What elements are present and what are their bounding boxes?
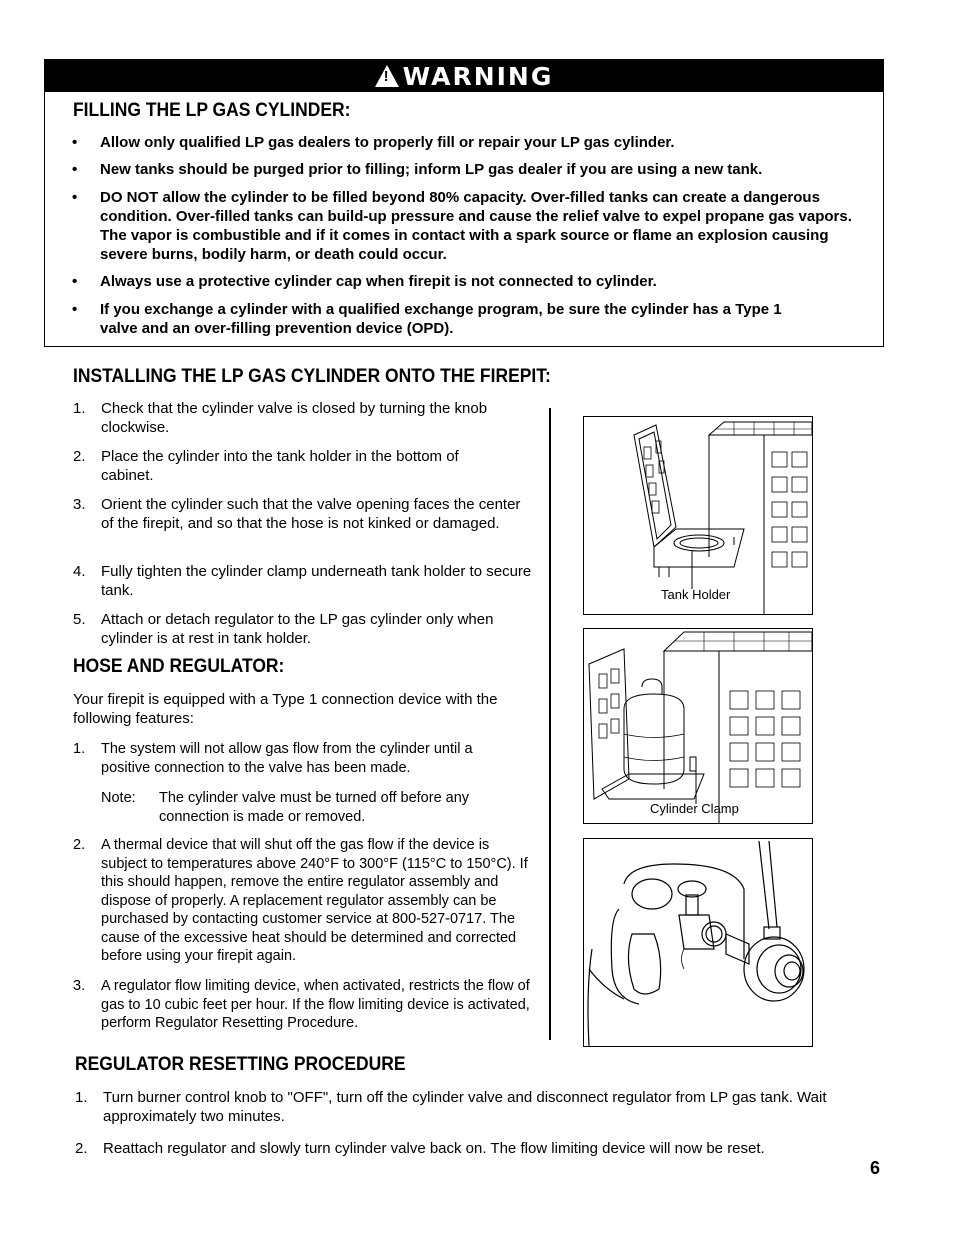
warning-triangle-icon: !: [375, 65, 399, 87]
tank-holder-figure: [583, 416, 813, 615]
cylinder-clamp-illustration: [584, 629, 812, 823]
page-number: 6: [870, 1158, 881, 1178]
cylinder-clamp-figure: [583, 628, 813, 824]
hose-heading: HOSE AND REGULATOR:: [73, 656, 285, 677]
warning-banner: [45, 60, 883, 92]
warning-banner-text: WARNING: [402, 61, 554, 91]
cylinder-clamp-caption: Cylinder Clamp: [650, 801, 739, 816]
column-divider: [549, 408, 551, 1040]
installing-heading: INSTALLING THE LP GAS CYLINDER ONTO THE FIREPIT:: [73, 366, 551, 387]
filling-heading: FILLING THE LP GAS CYLINDER:: [73, 100, 351, 121]
regulator-illustration: [584, 839, 812, 1046]
hose-intro: Your firepit is equipped with a Type 1 connection device with the following features:: [73, 691, 498, 727]
resetting-heading: REGULATOR RESETTING PROCEDURE: [75, 1054, 406, 1075]
regulator-figure: [583, 838, 813, 1047]
tank-holder-illustration: [584, 417, 812, 614]
tank-holder-caption: Tank Holder: [661, 587, 731, 602]
